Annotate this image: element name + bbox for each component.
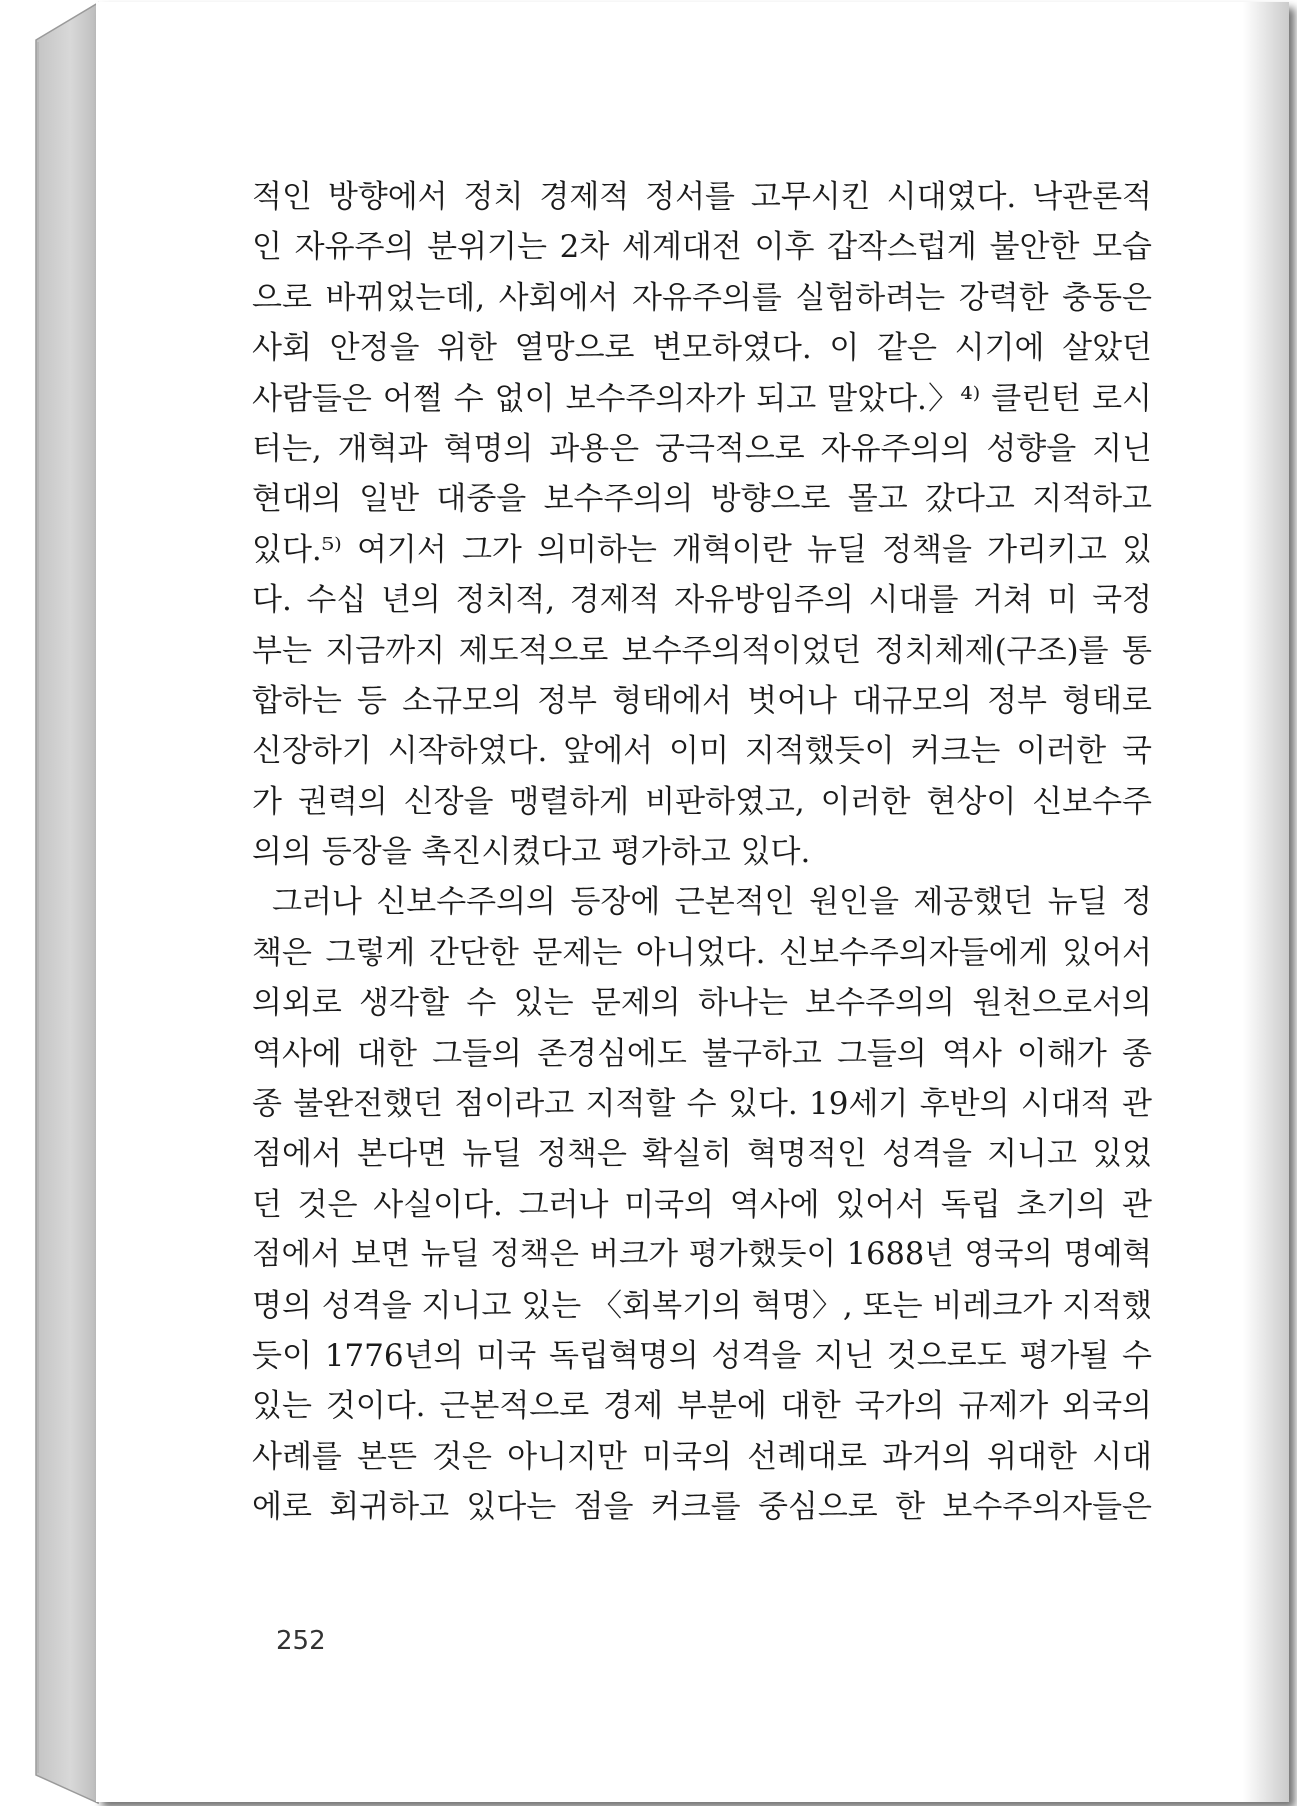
text-line: 신장하기 시작하였다. 앞에서 이미 지적했듯이 커크는 이러한 국 bbox=[252, 733, 1152, 770]
text-line: 가 권력의 신장을 맹렬하게 비판하였고, 이러한 현상이 신보수주 bbox=[252, 783, 1152, 820]
text-line: 사람들은 어쩔 수 없이 보수주의자가 되고 말았다.〉⁴⁾ 클린턴 로시 bbox=[252, 380, 1152, 417]
text-line: 책은 그렇게 간단한 문제는 아니었다. 신보수주의자들에게 있어서 bbox=[252, 934, 1152, 971]
text-line: 점에서 보면 뉴딜 정책은 버크가 평가했듯이 1688년 영국의 명예혁 bbox=[252, 1237, 1152, 1273]
page-number: 252 bbox=[276, 1626, 326, 1656]
text-line: 의외로 생각할 수 있는 문제의 하나는 보수주의의 원천으로서의 bbox=[252, 985, 1152, 1022]
text-line: 점에서 본다면 뉴딜 정책은 확실히 혁명적인 성격을 지니고 있었 bbox=[252, 1136, 1152, 1173]
text-line: 명의 성격을 지니고 있는 〈회복기의 혁명〉, 또는 비레크가 지적했 bbox=[252, 1287, 1152, 1324]
text-line: 부는 지금까지 제도적으로 보수주의적이었던 정치체제(구조)를 통 bbox=[252, 632, 1152, 669]
text-line: 있다.⁵⁾ 여기서 그가 의미하는 개혁이란 뉴딜 정책을 가리키고 있 bbox=[252, 531, 1152, 568]
text-line: 의의 등장을 촉진시켰다고 평가하고 있다. bbox=[252, 834, 811, 871]
text-line: 있는 것이다. 근본적으로 경제 부분에 대한 국가의 규제가 외국의 bbox=[252, 1388, 1152, 1425]
text-line: 듯이 1776년의 미국 독립혁명의 성격을 지닌 것으로도 평가될 수 bbox=[252, 1337, 1152, 1374]
text-line: 에로 회귀하고 있다는 점을 커크를 중심으로 한 보수주의자들은 bbox=[252, 1489, 1152, 1526]
text-line: 역사에 대한 그들의 존경심에도 불구하고 그들의 역사 이해가 종 bbox=[252, 1035, 1152, 1072]
text-line: 사회 안정을 위한 열망으로 변모하였다. 이 같은 시기에 살았던 bbox=[252, 330, 1152, 367]
paragraph-first-line: 그러나 신보수주의의 등장에 근본적인 원인을 제공했던 뉴딜 정 bbox=[272, 884, 1152, 921]
text-line: 인 자유주의 분위기는 2차 세계대전 이후 갑작스럽게 불안한 모습 bbox=[252, 229, 1152, 266]
text-line: 적인 방향에서 정치 경제적 정서를 고무시킨 시대였다. 낙관론적 bbox=[252, 179, 1152, 215]
text-line: 합하는 등 소규모의 정부 형태에서 벗어나 대규모의 정부 형태로 bbox=[252, 682, 1152, 719]
text-line: 다. 수십 년의 정치적, 경제적 자유방임주의 시대를 거쳐 미 국정 bbox=[252, 582, 1152, 619]
text-line: 사례를 본뜬 것은 아니지만 미국의 선례대로 과거의 위대한 시대 bbox=[252, 1438, 1152, 1475]
body-text bbox=[252, 172, 1152, 1533]
text-line: 현대의 일반 대중을 보수주의의 방향으로 몰고 갔다고 지적하고 bbox=[252, 481, 1152, 518]
text-line: 던 것은 사실이다. 그러나 미국의 역사에 있어서 독립 초기의 관 bbox=[252, 1186, 1152, 1223]
text-line: 으로 바뀌었는데, 사회에서 자유주의를 실험하려는 강력한 충동은 bbox=[252, 279, 1152, 316]
book-page bbox=[96, 2, 1289, 1802]
text-line: 종 불완전했던 점이라고 지적할 수 있다. 19세기 후반의 시대적 관 bbox=[252, 1086, 1152, 1123]
text-line: 터는, 개혁과 혁명의 과용은 궁극적으로 자유주의의 성향을 지닌 bbox=[252, 430, 1152, 467]
